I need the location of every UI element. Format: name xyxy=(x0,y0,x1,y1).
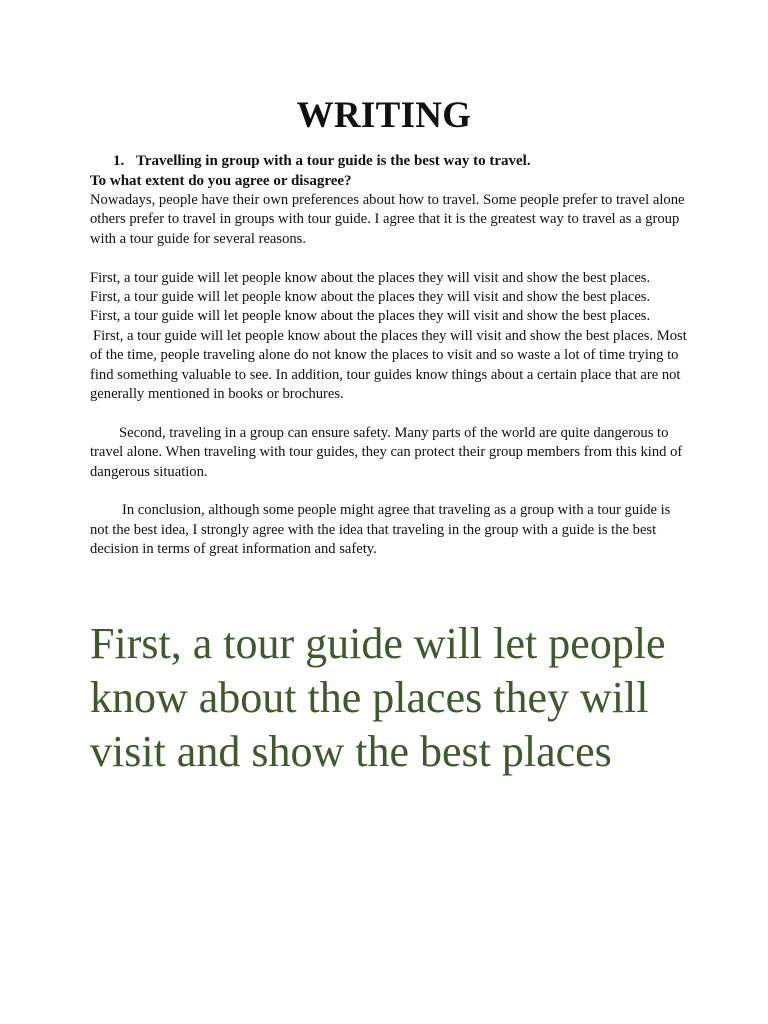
highlighted-quote: First, a tour guide will let people know about the places they will visit and show the best places xyxy=(90,619,666,776)
first-point-paragraph: First, a tour guide will let people know about the places they will visit and show the best places. Most of the time, people traveling alone do not know the places to visit and so waste a lot of time trying to find something valuable to see. In addition, tour guides know things about a certain place that are not generally mentioned in books or brochures. xyxy=(90,327,687,403)
repeated-paragraph-3: First, a tour guide will let people know about the places they will visit and show the best places. xyxy=(90,308,651,325)
repeated-paragraph-2: First, a tour guide will let people know about the places they will visit and show the best places. xyxy=(90,289,651,306)
question-subprompt: To what extent do you agree or disagree? xyxy=(90,173,352,189)
question-text: Travelling in group with a tour guide is the best way to travel. xyxy=(136,153,531,169)
question-prompt xyxy=(113,152,531,171)
second-point-paragraph: Second, traveling in a group can ensure safety. Many parts of the world are quite dangerous to travel alone. When traveling with tour guides, they can protect their group members from this kind of dangerous situation. xyxy=(90,424,683,480)
intro-paragraph: Nowadays, people have their own preferences about how to travel. Some people prefer to travel alone others prefer to travel in groups with tour guide. I agree that it is the greatest way to travel as a group with a tour guide for several reasons. xyxy=(90,192,685,247)
conclusion-paragraph: In conclusion, although some people might agree that traveling as a group with a tour guide is not the best idea, I strongly agree with the idea that traveling in the group with a guide is the best decision in terms of great information and safety. xyxy=(90,502,671,558)
essay-body xyxy=(90,191,690,560)
paragraph-gap xyxy=(90,482,690,501)
repeated-paragraph-1: First, a tour guide will let people know about the places they will visit and show the best places. xyxy=(90,269,651,286)
paragraph-gap xyxy=(90,404,690,423)
page-title: WRITING xyxy=(296,95,472,136)
question-number: 1. xyxy=(113,153,125,169)
paragraph-gap xyxy=(90,249,690,268)
